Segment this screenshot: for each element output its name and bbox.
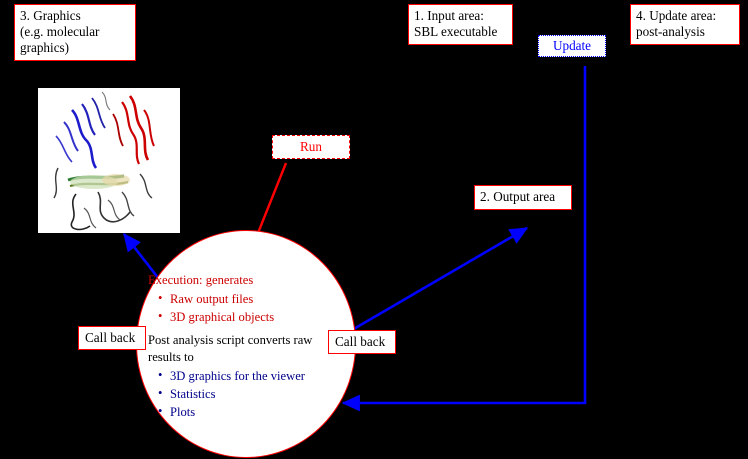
run-button[interactable]: Run	[272, 135, 350, 159]
execution-header: Execution: generates	[148, 273, 254, 287]
execution-item-3d-objects: • 3D graphical objects	[170, 309, 348, 326]
annotation-output-area: 2. Output area	[474, 185, 572, 210]
molecular-graphics-svg	[38, 88, 180, 233]
post-analysis-header-line-1: Post analysis script converts raw	[148, 333, 313, 347]
post-analysis-item-statistics: • Statistics	[170, 386, 348, 403]
annotation-input-line-1: 1. Input area:	[414, 8, 484, 23]
execution-items	[148, 291, 348, 326]
post-analysis-item-3d-graphics: • 3D graphics for the viewer	[170, 368, 348, 385]
callback-left-label: Call back	[78, 326, 146, 350]
molecular-graphics-thumbnail	[38, 88, 180, 233]
post-analysis-items	[148, 368, 348, 421]
annotation-graphics-line-1: 3. Graphics	[20, 8, 81, 23]
execution-ellipse-content	[148, 272, 348, 427]
update-button[interactable]: Update	[538, 35, 606, 57]
callback-right-label: Call back	[328, 330, 396, 354]
execution-item-raw-output: • Raw output files	[170, 291, 348, 308]
post-analysis-item-plots: • Plots	[170, 404, 348, 421]
annotation-update-area	[630, 4, 740, 45]
annotation-input-line-2: SBL executable	[414, 24, 498, 40]
post-analysis-header-line-2: results to	[148, 350, 194, 364]
annotation-graphics-line-3: graphics)	[20, 40, 70, 56]
annotation-graphics-line-2: (e.g. molecular	[20, 24, 100, 40]
annotation-update-line-2: post-analysis	[636, 24, 705, 40]
annotation-update-line-1: 4. Update area:	[636, 8, 717, 23]
annotation-input-area	[408, 4, 513, 45]
arrow-execution-to-output	[340, 228, 527, 337]
annotation-graphics-area	[14, 4, 136, 61]
